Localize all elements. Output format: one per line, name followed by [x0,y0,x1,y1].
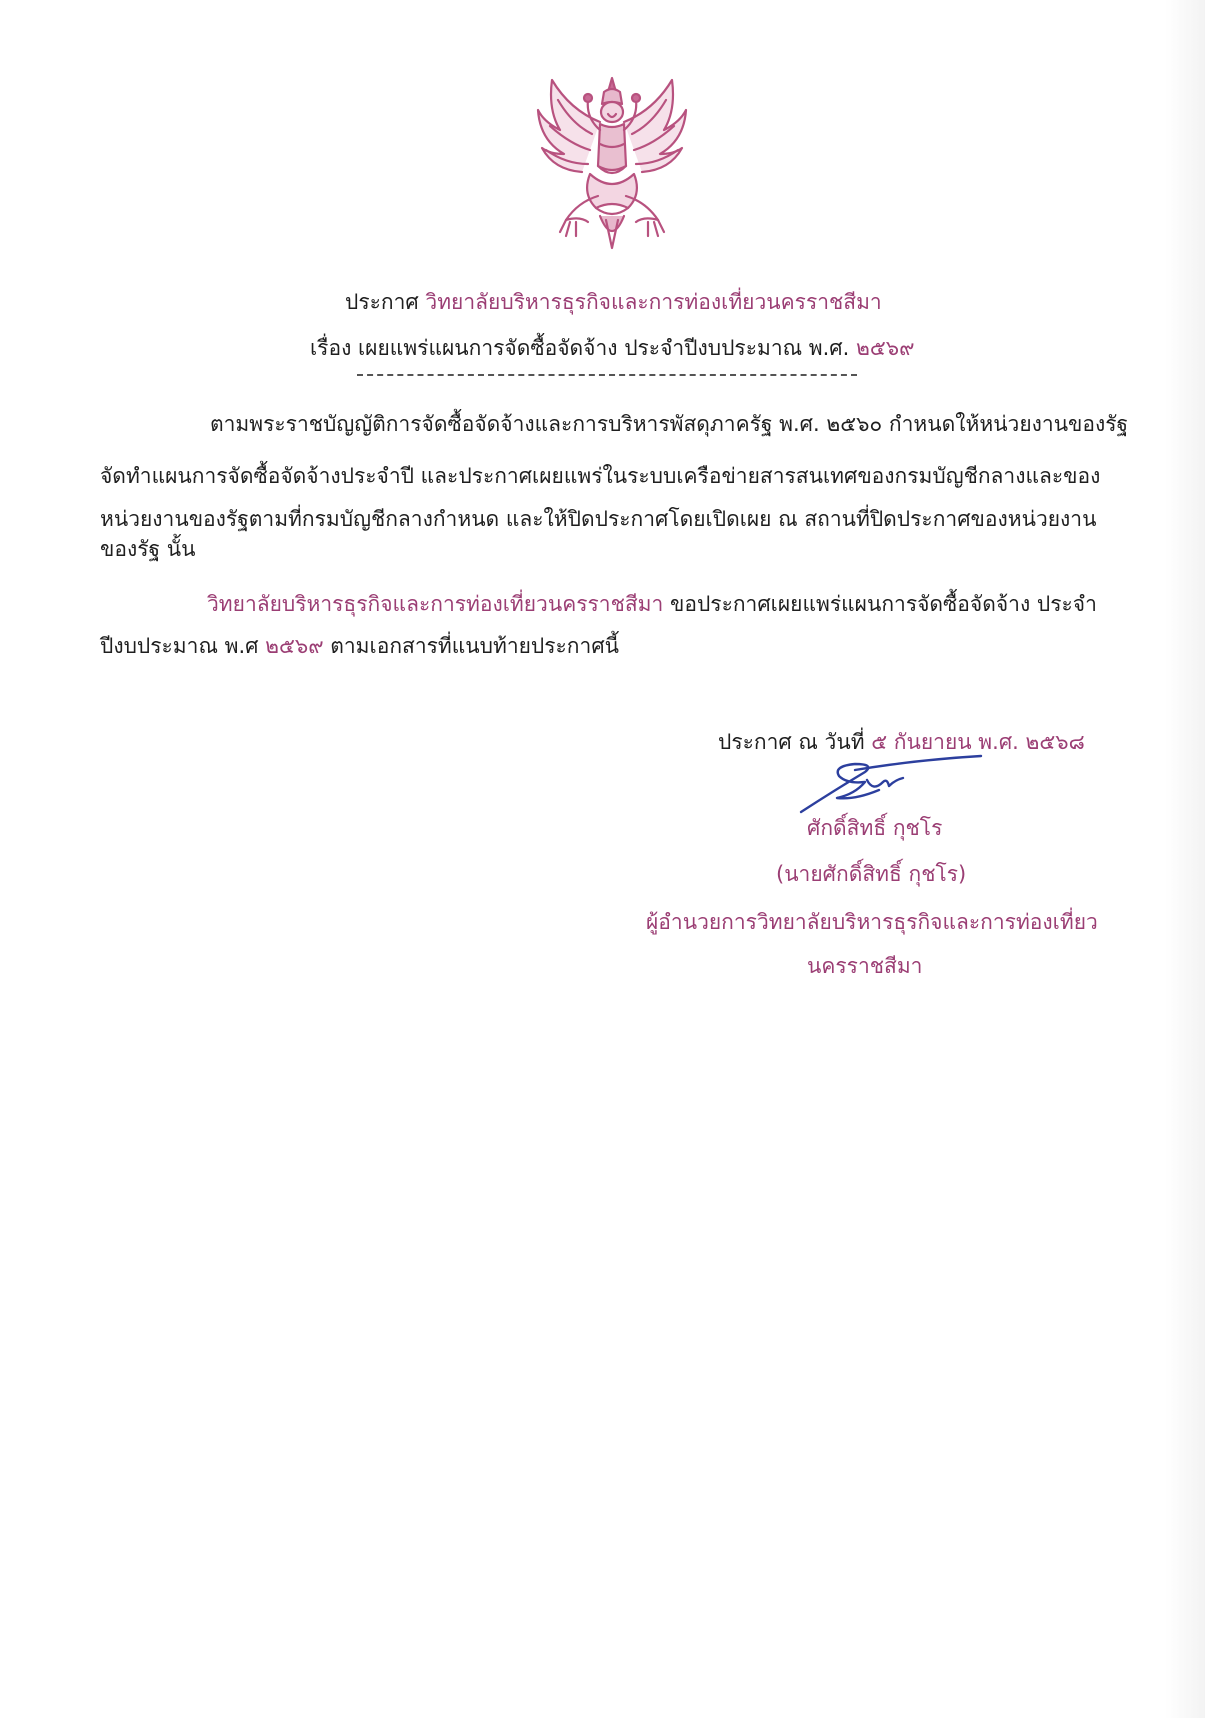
paragraph-1-line-1: ตามพระราชบัญญัติการจัดซื้อจัดจ้างและการบริหารพัสดุภาครัฐ พ.ศ. ๒๕๖๐ กำหนดให้หน่วยงานของรัฐ [210,412,1129,436]
announce-prefix: ประกาศ [345,290,419,314]
handwritten-signature-icon [795,750,985,820]
garuda-emblem-icon [530,70,695,255]
paragraph-2-line-1 [207,590,1097,618]
signer-full-name: (นายศักดิ์สิทธิ์ กุชโร) [776,862,967,886]
announcement-title [345,288,882,316]
paragraph-2-line-2-prefix: ปีงบประมาณ พ.ศ [100,634,266,658]
paragraph-2-line-2-text: ตามเอกสารที่แนบท้ายประกาศนี้ [323,634,620,658]
paragraph-2-year: ๒๕๖๙ [265,634,324,658]
signer-position-line-2: นครราชสีมา [807,954,923,978]
paragraph-2-line-2 [100,632,619,660]
paragraph-1-line-3: หน่วยงานของรัฐตามที่กรมบัญชีกลางกำหนด และให้ปิดประกาศโดยเปิดเผย ณ สถานที่ปิดประกาศของหน่วยงาน [100,507,1097,531]
scan-edge-shadow [1165,0,1205,1718]
subject-text: เรื่อง เผยแพร่แผนการจัดซื้อจัดจ้าง ประจำปีงบประมาณ พ.ศ. [310,336,850,360]
announcement-subject [310,334,914,362]
paragraph-2-line-1-text: ขอประกาศเผยแพร่แผนการจัดซื้อจัดจ้าง ประจำ [663,592,1097,616]
subject-year: ๒๕๖๙ [856,336,915,360]
signer-position-line-1: ผู้อำนวยการวิทยาลัยบริหารธุรกิจและการท่องเที่ยว [646,910,1098,934]
signature-name: ศักดิ์สิทธิ์ กุชโร [807,816,943,840]
paragraph-2-org: วิทยาลัยบริหารธุรกิจและการท่องเที่ยวนครราชสีมา [207,592,664,616]
date-value: ๕ กันยายน พ.ศ. ๒๕๖๘ [871,730,1085,754]
title-divider [357,374,857,376]
date-prefix: ประกาศ ณ วันที่ [718,730,872,754]
paragraph-1-line-2: จัดทำแผนการจัดซื้อจัดจ้างประจำปี และประกาศเผยแพร่ในระบบเครือข่ายสารสนเทศของกรมบัญชีกลางและของ [100,464,1101,488]
org-name: วิทยาลัยบริหารธุรกิจและการท่องเที่ยวนครราชสีมา [425,290,882,314]
paragraph-1-line-4: ของรัฐ นั้น [100,537,196,561]
